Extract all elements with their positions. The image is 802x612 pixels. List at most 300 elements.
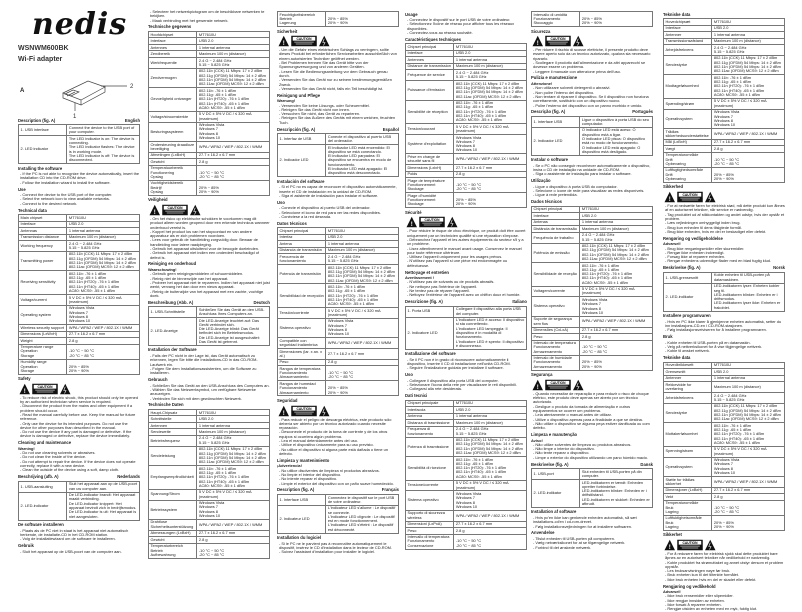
bullet-text: - Collegarsi alla rete desiderata. — [407, 386, 462, 392]
bullet-text: - Connect to the desired network. — [20, 200, 78, 206]
heading-text: Limpeza e manutenção — [531, 431, 578, 437]
spec-value: 20% ~ 85% 20% ~ 90% — [67, 359, 140, 374]
spec-label: Sensibilità di ricezione — [406, 456, 454, 480]
table-row — [664, 382, 785, 393]
bullet-text: - Hvis en PC ikke klarer å gjenkjenne enheten automatisk, setter du inn installasjons-CD-en i CD-ROM-stasjonen. — [665, 318, 782, 328]
spec-value: 27.7 x 16.2 x 6.7 mm — [454, 165, 527, 171]
table-row — [19, 241, 140, 252]
spec-label: Ondersteuning draadloze beveiliging — [149, 141, 197, 152]
spec-value: 2.8 g — [197, 537, 270, 543]
spec-value: 1 internal antenna — [454, 413, 527, 419]
spec-value: 2.8 g — [454, 528, 527, 534]
spec-label: Dimensjoner (LxBxH) — [664, 487, 712, 493]
warning-label: Warnung! — [277, 98, 296, 104]
bullet-text: - Brug ikke rengøringsmidler eller skuremidler. — [665, 245, 745, 251]
product-name: Wi-Fi adapter — [18, 56, 63, 64]
spec-value: 802.11b (CCK) 11 Mbps: 17 ± 2 dBm 802.11g (OFDM) 54 Mbps: 14 ± 2 dBm 802.11n (OFDM) 54 Mbps: 14 ± 2 dBm 802.11ac (OFDM) MCS9: 12 ± 2 dBm — [580, 243, 653, 262]
warning-label: Avertissement ! — [405, 275, 435, 281]
table-row — [149, 435, 270, 446]
spec-value: WPA / WPA2 / WEP / 802.1X / WMM — [454, 154, 527, 165]
spec-value: 1 internal antenna — [712, 32, 785, 38]
bullet-text: - Maak verbinding met het gewenste netwerk. — [150, 17, 229, 23]
bullet-text: - Non pulire l'interno del dispositivo. — [533, 89, 595, 95]
spec-value: 802.11b: -76 ± 1 dBm 802.11g: -65 ± 1 dBm 802.11n (HT20): -76 ± 1 dBm 802.11n (HT40): -65 ± 1 dBm AC80: MCS9: -55 ± 1 dBm — [67, 271, 140, 295]
bullet-text: - Brug ikke enheden, hvis en del er beskadiget eller defekt. — [665, 228, 767, 234]
spec-value: USB 2.0 — [712, 369, 785, 375]
spec-label: Transmission distance — [19, 234, 67, 240]
spec-label: Antennes — [149, 44, 197, 50]
bullet-text: - Follow the installation wizard to install the software. — [20, 179, 111, 185]
bullet-text: - Siga el asistente de instalación para instalar el software. — [279, 192, 379, 198]
spec-label: Sendeweite — [149, 429, 197, 435]
language-label: Deutsch — [253, 299, 270, 305]
language-label: English — [124, 117, 140, 123]
spec-label: Operativsystem — [664, 109, 712, 128]
caution-graphic — [531, 379, 653, 391]
svg-text:!: ! — [153, 210, 156, 216]
spec-value: 27.7 x 16.2 x 6.7 mm — [197, 530, 270, 536]
spec-value: MT7610U — [454, 44, 527, 50]
row-value: L'indicatore LED è acceso: Il dispositivo si sta connettendo. L'indicatore LED lampeggia: Il dispositivo è in modalità di funzionamento. L'indicatore LED è spento: Il dispositivo è disconnesso. — [454, 317, 527, 349]
table-row — [149, 519, 270, 530]
spec-value: 2.4 G ~ 2.484 GHz 5.15 ~ 5.825 GHz — [712, 392, 785, 403]
table-row — [664, 272, 785, 283]
row-label: 1. Porta USB — [406, 306, 454, 317]
usb-adapter-illustration — [43, 63, 143, 119]
spec-label: Mottakerfølsomhet — [664, 423, 712, 447]
bullet-text: - Gebruik het apparaat niet indien een onderdeel beschadigd of defect is. — [150, 250, 260, 260]
row-label: 2. LED-indikator — [664, 283, 712, 311]
spec-value: MT7610U — [197, 32, 270, 38]
table-row — [664, 152, 785, 167]
spec-value: USB 2.0 — [197, 38, 270, 44]
heading-text: Installing the software — [18, 165, 63, 171]
bullet-text: - Lees voor gebruik de handleiding zorgvuldig door. Bewaar de handleiding voor latere raadpleging. — [150, 237, 258, 247]
spec-label: Dimensões (CxLxA) — [532, 327, 580, 333]
bullet-text: - Collegare il dispositivo alla porta USB del computer. — [407, 377, 499, 383]
table-row — [532, 262, 653, 286]
technical-data-table — [148, 31, 270, 196]
section-heading — [663, 266, 785, 271]
spec-value: 1 internal antenna — [580, 219, 653, 225]
bullet-text: - Conecte el dispositivo al puerto USB del ordenador. — [279, 205, 371, 211]
caution-graphic — [277, 405, 399, 417]
spec-label: Interface — [532, 213, 580, 219]
spec-value: 802.11b: -76 ± 1 dBm 802.11g: -65 ± 1 dBm 802.11n (HT20): -76 ± 1 dBm 802.11n (HT40): -65 ± 1 dBm AC80: MCS9: -55 ± 1 dBm — [326, 284, 399, 308]
heading-text: Beschreibung (Abb. A) — [148, 299, 194, 305]
table-row — [406, 134, 527, 153]
row-value: Schließen Sie das Gerät an den USB-Anschluss Ihres Computers an. — [197, 307, 270, 318]
bullet-text: - Koble til ønsket nettverk. — [665, 348, 710, 354]
caution-label: CAUTION — [296, 406, 312, 411]
spec-value: 2.4 G ~ 2.484 GHz 5.15 ~ 5.825 GHz — [454, 426, 527, 437]
heading-text: De software installeren — [18, 522, 64, 528]
spec-label: Interface — [664, 25, 712, 31]
heading-text: Sikkerhed — [663, 184, 684, 190]
bullet-text: - Vælg netværksikonet for at se tilgængelige netværk. — [533, 540, 626, 546]
bullet-text: - Se o PC não conseguir reconhecer automaticamente o dispositivo, insira o CD de instalação na unidade de CD-ROM. — [533, 162, 651, 173]
spec-value: 20% ~ 85% 20% ~ 90% — [197, 180, 270, 195]
spec-label: Interface — [149, 38, 197, 44]
spec-label: Grensesnitt — [664, 369, 712, 375]
bullet-text: - To reduce risk of electric shock, this product should only be opened by an authorized technician when service is required. — [20, 394, 139, 405]
heading-text: Installation af software — [531, 509, 577, 515]
caution-label: CAUTION — [682, 540, 698, 545]
subsection-heading — [405, 211, 527, 216]
spec-value: 20% ~ 85% 20% ~ 90% — [580, 355, 653, 370]
spec-label: Rangos de humedad Funcionamiento Almacenamiento — [278, 381, 326, 396]
heading-text: Dati tecnici — [405, 393, 428, 399]
table-row — [278, 144, 399, 176]
table-row — [19, 294, 140, 305]
heading-text: Gebrauch — [148, 377, 168, 383]
spec-label: Temperaturområde Drift Opbevaring — [664, 152, 712, 167]
spec-label: Operating system — [19, 305, 67, 324]
section-heading — [531, 463, 653, 468]
spec-value: 802.11b (CCK) 11 Mbps: 17 ± 2 dBm 802.11g (OFDM) 54 Mbps: 14 ± 2 dBm 802.11n (OFDM) 54 Mbps: 14 ± 2 dBm 802.11ac (OFDM) MCS9: 12 ± 2 dBm — [197, 68, 270, 87]
description-table — [18, 124, 140, 164]
bullet-text: - No intente reparar el dispositivo. — [279, 476, 338, 482]
spec-label: Frequenza di funzionamento — [406, 426, 454, 437]
spec-value: Maximum 100 m (distance) — [454, 63, 527, 69]
bullet-text: - N'utilisez pas de solvants ou de produits abrasifs. — [407, 279, 495, 285]
spec-value: 2.8 g — [712, 146, 785, 152]
spec-value: -10 °C ~ 50 °C -20 °C ~ 85 °C — [712, 500, 785, 515]
technical-data-table — [277, 11, 399, 27]
spec-value: WPA / WPA2 / WEP / 802.1X / WMM — [712, 129, 785, 140]
spec-value: 27.7 x 16.2 x 6.7 mm — [712, 139, 785, 145]
subsection-heading — [663, 356, 785, 361]
bullet-text: - Brug kun enheden til dens tilsigtede formål. — [665, 224, 742, 230]
bullet-text: - Plaats als de PC niet in staat is het apparaat niet automatisch herkende, de installatie-CD in het CD-ROM station. — [20, 527, 129, 537]
spec-label: Støtte for trådløs sikkerhet — [664, 476, 712, 487]
bullet-text: - Siga o assistente de instalação para instalar o software. — [533, 171, 632, 177]
description-table — [531, 116, 653, 156]
spec-label: Betriebssystem — [149, 500, 197, 519]
table-row — [664, 476, 785, 487]
spec-value: USB 2.0 — [712, 25, 785, 31]
table-row — [278, 12, 399, 27]
row-value: LED-indikatoren er tændt: Enheden opretter forbindelse. LED-indikatoren blinker: Enheden er i driftstilstand. LED-indikatoren er slukket: Enheden er afbrudt. — [580, 479, 653, 507]
spec-value: 27.7 x 16.2 x 6.7 mm — [326, 349, 399, 360]
bullet-text: - Não limpe o interior do dispositivo. — [533, 446, 595, 452]
spec-value: 2.8 g — [712, 494, 785, 500]
row-value: Sluit het apparaat aan op de USB-poort van uw computer aan. — [67, 481, 140, 492]
row-value: El indicador LED está encendido: El dispositivo se está conectando. El indicador LED parpadea: El dispositivo se encuentra en modo de funcionamiento. El indicador LED está apagado: El dispositivo está desconectado. — [326, 144, 399, 176]
heading-text: Description (fig. A) — [18, 117, 56, 123]
spec-label: Frecuencia de funcionamiento — [278, 254, 326, 265]
spec-value: -10 °C ~ 50 °C -20 °C ~ 85 °C — [580, 340, 653, 355]
table-row — [406, 178, 527, 193]
table-row — [149, 489, 270, 500]
caution-label: CAUTION — [167, 205, 183, 210]
heading-text: Sikkerhet — [663, 532, 682, 538]
spec-label: Antennes — [406, 57, 454, 63]
technical-data-table — [663, 362, 785, 531]
heading-text: Rengjøring og vedlikehold — [663, 583, 716, 589]
table-row — [149, 466, 270, 490]
caution-graphic — [148, 204, 270, 216]
subsection-heading — [277, 94, 399, 99]
row-value: LED-indikatoren lyser: Enheten kobler seg til. LED-indikatoren blinker: Enheten er i driftsmodus. LED-indikatoren lyser ikke: Enheten er frakoblet. — [712, 283, 785, 311]
bullet-text: - Si el PC no es capaz de reconocer el dispositivo automáticamente, inserte el CD de instalación en la unidad de CD-ROM. — [279, 184, 397, 194]
heading-text: Limpieza y mantenimiento — [277, 457, 330, 463]
subsection-heading — [531, 30, 653, 35]
row-value: The LED indicator is on: The device is connecting. The LED indicator flashes: The device is in working mode. The LED indicator is off: The device is disconnected. — [67, 136, 140, 164]
spec-value: WPA / WPA2 / WEP / 802.1X / WMM — [712, 476, 785, 487]
row-label: 1. USB-port — [532, 469, 580, 480]
subsection-heading — [663, 314, 785, 319]
heading-text: Veiligheid — [148, 197, 168, 203]
column-2 — [148, 10, 270, 560]
language-label: Dansk — [640, 461, 653, 467]
warning-label: Advarsel! — [663, 241, 681, 247]
spec-value: 2.8 g — [67, 338, 140, 344]
table-row — [278, 254, 399, 265]
spec-label: Peso — [278, 359, 326, 365]
spec-label: Chipset principal — [278, 228, 326, 234]
bullet-text: - Rengør enhedens udvendige flader med en blød fugtig klud. — [665, 258, 771, 264]
warning-label: Warning! — [18, 445, 35, 451]
section-heading — [18, 119, 140, 124]
spec-value: Windows Vista Windows 7 Windows 8 Windows 10 — [197, 500, 270, 519]
table-row — [532, 469, 653, 480]
table-row — [278, 381, 399, 396]
row-value: L'indicateur LED s'allume : Le dispositif se connecte. L'indicateur LED clignote : Le dispositif est en mode fonctionnement. L'indicateur LED s'éteint : Le dispositif est déconnecté. — [326, 505, 399, 533]
table-row — [664, 129, 785, 140]
row-label: 2. Indicador LED — [532, 127, 580, 155]
heading-text: Technische gegevens — [148, 24, 192, 30]
bullet-text: - Connect the device to the USB port of the computer. — [20, 192, 113, 198]
table-row — [532, 12, 653, 27]
table-row — [278, 265, 399, 284]
spec-label: Tensión/corriente — [278, 308, 326, 319]
heading-text: Segurança — [531, 372, 553, 378]
bullet-text: - Forbind til det ønskede netværk. — [533, 544, 592, 550]
row-value: Connect the device to the USB port of your computer. — [67, 125, 140, 136]
heading-text: Dados técnicos — [531, 199, 562, 205]
heading-text: Sicurezza — [531, 28, 551, 34]
caution-label: CAUTION — [550, 37, 566, 42]
table-row — [406, 154, 527, 165]
description-table — [148, 306, 270, 346]
spec-label: Intervallo di umidità Funzionamento Stoccaggio — [532, 12, 580, 27]
table-row — [149, 57, 270, 68]
spec-label: Antenner — [664, 375, 712, 381]
technical-data-table — [663, 18, 785, 183]
subsection-heading — [663, 185, 785, 190]
spec-label: Plage de température Fonctionnement Stockage — [406, 178, 454, 193]
spec-label: Gevoeligheid ontvanger — [149, 88, 197, 112]
language-label: Português — [632, 109, 653, 115]
spec-label: Compatible con seguridad inalámbrica — [278, 338, 326, 349]
subsection-heading — [148, 403, 270, 408]
table-row — [278, 366, 399, 381]
caution-label: CAUTION — [424, 218, 440, 223]
spec-value: 1 internal antenna — [712, 375, 785, 381]
spec-label: Gewicht — [149, 537, 197, 543]
spec-label: Temperaturområde Bruk Lagring — [664, 500, 712, 515]
spec-label: Dimensions (LxlxH) — [406, 165, 454, 171]
spec-value: Maximum 100 m (distance) — [712, 382, 785, 393]
subsection-heading — [277, 399, 399, 404]
spec-value: Maximum 100 m (distance) — [326, 247, 399, 253]
bullet-text: - Para reducir el peligro de descarga eléctrica, este producto sólo debería ser abierto por un técnico autorizado cuando necesite reparación. — [279, 416, 392, 431]
spec-label: Afmetingen (LxBxH) — [149, 152, 197, 158]
subsection-heading — [148, 25, 270, 30]
table-row — [664, 109, 785, 128]
bullet-text: - Koble enheten til USB-porten på en datamaskin. — [665, 339, 751, 345]
bullet-text: - Volg de installatiewizard om de software te installeren. — [20, 536, 116, 542]
subsection-heading — [18, 441, 140, 446]
spec-value: -10 °C ~ 50 °C -20 °C ~ 85 °C — [326, 366, 399, 381]
spec-label: Receiving sensitivity — [19, 271, 67, 295]
bullet-text: - For at nedsætte faren for elektrisk stød, må dette produkt kun åbnes af en autoriseret tekniker, når service er nødvendig. — [665, 203, 785, 213]
bullet-text: - Schließen Sie das Gerät an den USB-Anschluss des Computers an. — [150, 382, 270, 388]
caution-graphic — [277, 35, 399, 47]
bullet-text: - Ikke bruk enheten hvis en del er skadet eller defekt. — [665, 576, 757, 582]
spec-label: Tension/courant — [406, 124, 454, 135]
spec-label: Weight — [19, 338, 67, 344]
spec-value: WPA / WPA2 / WEP / 802.1X / WMM — [67, 325, 140, 331]
row-value: Collegare il dispositivo alla porta USB del computer. — [454, 306, 527, 317]
subsection-heading — [531, 373, 653, 378]
spec-value: 1 internal antenna — [197, 44, 270, 50]
subsection-heading — [531, 433, 653, 438]
spec-value: 27.7 x 16.2 x 6.7 mm — [197, 152, 270, 158]
spec-label: Dimensions (LxWxH) — [19, 331, 67, 337]
bullet-text: - Læs vejledningen omhyggeligt inden brug. — [665, 220, 741, 226]
spec-value: 2.4 G ~ 2.484 GHz 5.15 ~ 5.825 GHz — [67, 241, 140, 252]
bullet-text: - Não tente reparar o dispositivo. — [533, 450, 590, 456]
caution-graphic — [405, 216, 527, 228]
bullet-text: - Gebruik geen reinigingsmiddelen of schuurmiddelen. — [150, 271, 244, 277]
bullet-text: - Selecione o ícone de rede para visualizar as redes disponíveis. — [533, 188, 645, 194]
row-value: De LED-indicator brandt: Het apparaat maakt verbinding. De LED-indicator knippert: Het apparaat bevindt zich in bedrijfsmodus. De LED-indicator is uit: Het apparaat is niet aangesloten. — [67, 492, 140, 520]
bullet-text: - Sélectionnez l'icône de réseau pour afficher tous les réseaux disponibles. — [407, 21, 515, 31]
subsection-heading — [18, 209, 140, 214]
spec-label: Puissance d'émission — [406, 81, 454, 100]
row-label: 2. LED-indikator — [532, 479, 580, 507]
spec-label: Transmissionsafstand — [664, 38, 712, 44]
table-row — [278, 338, 399, 349]
spec-value: 5 V DC ± 5% V DC / ≤ 320 mA (maximum) — [454, 480, 527, 491]
table-row — [532, 116, 653, 127]
spec-label: Haupt-Chipsatz — [149, 409, 197, 415]
bullet-text: - Utilisez l'appareil uniquement pour les usages prévus. — [407, 254, 503, 260]
spec-value: Windows Vista Windows 7 Windows 8 Windows 10 — [580, 297, 653, 316]
spec-value: Maximum 100 m (distance) — [197, 51, 270, 57]
spec-value: USB 2.0 — [197, 416, 270, 422]
bullet-text: - Lesen Sie die Bedienungsanleitung vor dem Gebrauch genau durch. — [279, 68, 388, 78]
svg-text:!: ! — [536, 41, 539, 48]
spec-value: USB 2.0 — [454, 50, 527, 56]
spec-value: MT7610U — [580, 206, 653, 212]
table-row — [664, 392, 785, 403]
svg-text:!: ! — [282, 410, 285, 417]
bullet-text: - Ikke bruk rensemidler eller slipemidler. — [665, 593, 734, 599]
spec-label: Intervalo de humidade Funcionamento Armazenamento — [532, 355, 580, 370]
subsection-heading — [405, 38, 527, 43]
spec-label: Rangos de temperatura Funcionamiento Almacenamiento — [278, 366, 326, 381]
spec-label: Chipset principal — [406, 44, 454, 50]
bullet-text: - Folgen Sie dem Installationsassistenten, um die Software zu installieren. — [150, 365, 257, 376]
description-table — [405, 306, 527, 350]
spec-value: -10 °C ~ 50 °C -20 °C ~ 85 °C — [454, 178, 527, 193]
bullet-text: - Ligue à rede pretendida. — [533, 192, 578, 198]
technical-data-table — [531, 11, 653, 27]
table-row — [149, 317, 270, 345]
table-row — [278, 494, 399, 505]
table-row — [406, 456, 527, 480]
spec-value: 802.11b: -76 ± 1 dBm 802.11g: -65 ± 1 dBm 802.11n (HT20): -76 ± 1 dBm 802.11n (HT40): -65 ± 1 dBm AC80: MCS9: -55 ± 1 dBm — [580, 262, 653, 286]
bullet-text: - No limpie el interior del dispositivo. — [279, 471, 342, 477]
spec-label: Tensione/corrente — [406, 480, 454, 491]
heading-text: Anvendelse — [531, 530, 555, 536]
heading-text: Cleaning and maintenance — [18, 440, 72, 446]
product-model: WSNWM600BK — [18, 45, 69, 52]
svg-text:!: ! — [668, 545, 671, 551]
spec-value: 5 V DC ± 5% V DC / ≤ 320 mA (maximum) — [67, 294, 140, 305]
bullet-text: - Nettoyez l'extérieur de l'appareil avec un chiffon doux et humide. — [407, 292, 521, 298]
spec-value: MT7610U — [197, 409, 270, 415]
spec-label: Peso — [406, 528, 454, 534]
bullet-text: - Clean the outside of the device using a soft, damp cloth. — [20, 467, 120, 473]
bullet-text: - No utilice el dispositivo si alguna parte está dañada o tiene un defecto. — [279, 446, 389, 456]
spec-label: Operativsystem — [664, 457, 712, 476]
spec-value: 2.8 g — [580, 334, 653, 340]
bullet-text: - No utilice disolventes de limpieza ni productos abrasivos. — [279, 467, 380, 473]
bullet-text: - Disconnect the product from the mains and other equipment if a problem should occur. — [20, 403, 133, 413]
table-row — [406, 437, 527, 456]
warning-label: Advarsel! — [663, 589, 681, 595]
spec-label: Sensibilité de réception — [406, 100, 454, 124]
spec-label: Sensibilidade de receção — [532, 262, 580, 286]
table-row — [406, 426, 527, 437]
spec-value: 2.4 G ~ 2.484 GHz 5.15 ~ 5.825 GHz — [580, 232, 653, 243]
spec-label: Hovedbrikkesett — [664, 362, 712, 368]
bullet-text: - Lea el manual detenidamente antes del uso. — [279, 438, 358, 444]
spec-label: Transmitting power — [19, 251, 67, 270]
table-row — [406, 193, 527, 208]
bullet-text: - Connectez-vous au réseau souhaité. — [407, 30, 473, 35]
spec-value: 27.7 x 16.2 x 6.7 mm — [712, 487, 785, 493]
spec-label: Vekt — [664, 494, 712, 500]
spec-value: 5 V DC ± 5% V DC / ≤ 320 mA (maximum) — [454, 124, 527, 135]
svg-text:!: ! — [282, 41, 285, 48]
spec-value: WPA / WPA2 / WEP / 802.1X / WMM — [326, 338, 399, 349]
heading-text: Tekniske data — [663, 11, 691, 17]
bullet-text: - Não utilize o dispositivo se alguma peça estiver danificada ou com defeito. — [533, 420, 650, 431]
heading-text: Description (fig. A) — [277, 487, 315, 493]
spec-value: -10 °C ~ 50 °C -20 °C ~ 85 °C — [67, 344, 140, 359]
table-row — [532, 355, 653, 370]
bullet-text: - Limpie el exterior del dispositivo con un paño suave humedecido. — [279, 480, 394, 486]
spec-value: Maximum 100 m (distance) — [67, 234, 140, 240]
table-row — [149, 111, 270, 122]
spec-label: Spænding/strøm — [664, 98, 712, 109]
column-1 — [18, 7, 140, 554]
table-row — [664, 75, 785, 99]
heading-text: Technical data — [18, 207, 47, 213]
spec-label: Suporte de segurança sem fios — [532, 316, 580, 327]
spec-label: Schnittstelle — [149, 416, 197, 422]
subsection-heading — [18, 377, 140, 382]
spec-value: MT7610U — [454, 400, 527, 406]
spec-label: Betriebsfrequenz — [149, 435, 197, 446]
spec-value: 2.4 G ~ 2.484 GHz 5.15 ~ 5.825 GHz — [326, 254, 399, 265]
bullet-text: - If the PC is not able to recognize the device automatically, insert the installation CD into the CD-ROM drive. — [20, 171, 140, 181]
